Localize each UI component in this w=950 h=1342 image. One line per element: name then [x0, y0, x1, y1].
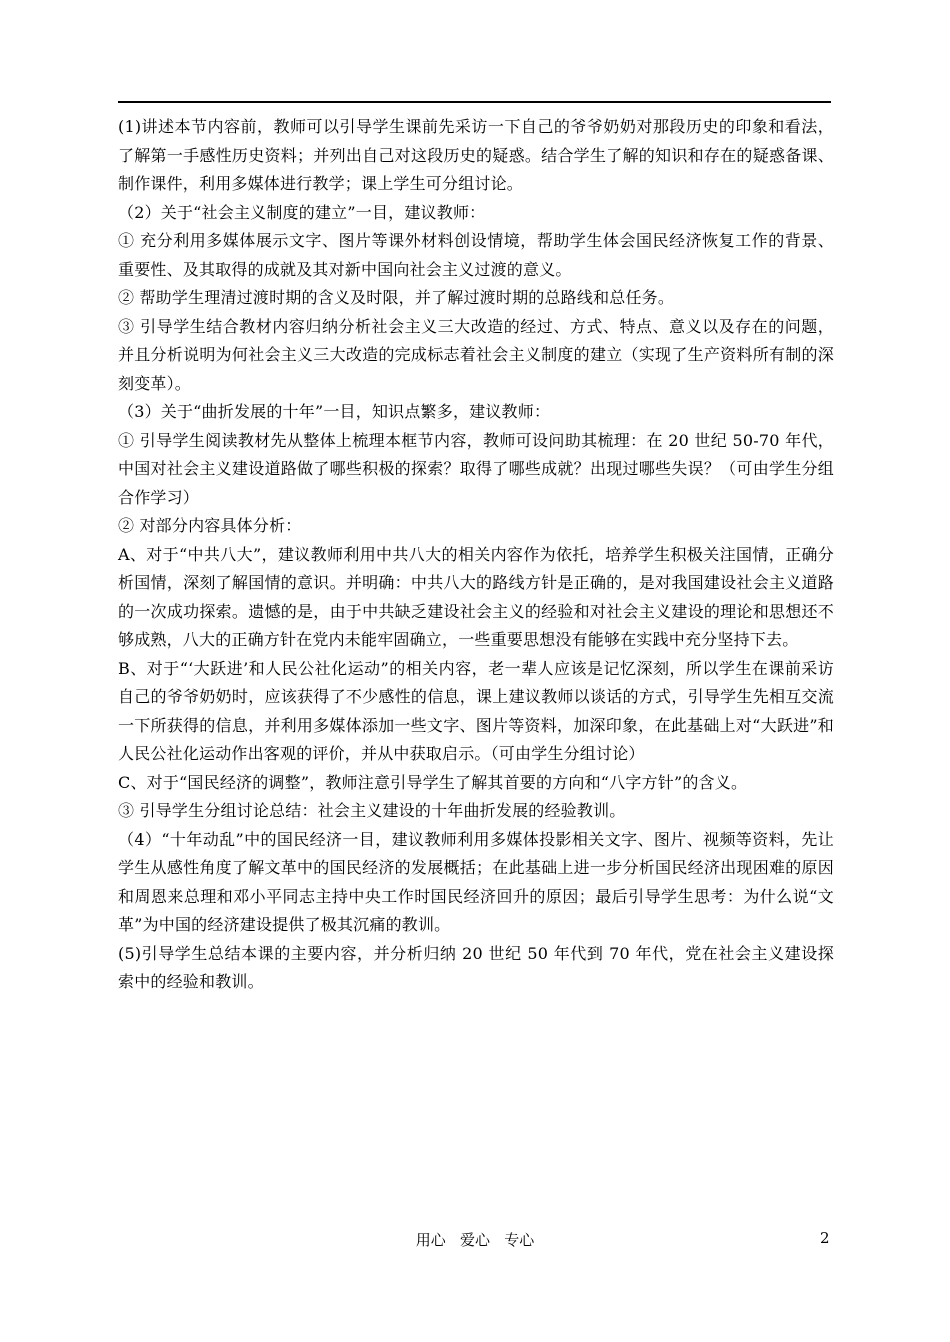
paragraph-4: ② 帮助学生理清过渡时期的含义及时限，并了解过渡时期的总路线和总任务。 — [118, 288, 675, 307]
paragraph-7: ① 引导学生阅读教材先从整体上梳理本框节内容，教师可设问助其梳理：在 20 世纪 50-70 年代，中国对社会主义建设道路做了哪些积极的探索？取得了哪些成就？出现过哪些失误？（可由学生分组合作学习） — [118, 430, 834, 507]
paragraph-14: (5)引导学生总结本课的主要内容，并分析归纳 20 世纪 50 年代到 70 年代，党在社会主义建设探索中的经验和教训。 — [118, 943, 834, 991]
paragraph-13: （4）“十年动乱”中的国民经济一目，建议教师利用多媒体投影相关文字、图片、视频等资料，先让学生从感性角度了解文革中的国民经济的发展概括；在此基础上进一步分析国民经济出现困难的原因和周恩来总理和邓小平同志主持中央工作时国民经济回升的原因；最后引导学生思考：为什么说“文革”为中国的经济建设提供了极其沉痛的教训。 — [118, 829, 834, 934]
header-rule — [118, 101, 831, 103]
paragraph-11: C、对于“国民经济的调整”，教师注意引导学生了解其首要的方向和“八字方针”的含义。 — [118, 772, 748, 792]
paragraph-2: （2）关于“社会主义制度的建立”一目，建议教师： — [118, 202, 486, 222]
page-number: 2 — [820, 1229, 830, 1247]
paragraph-9: A、对于“中共八大”，建议教师利用中共八大的相关内容作为依托，培养学生积极关注国情，正确分析国情，深刻了解国情的意识。并明确：中共八大的路线方针是正确的，是对我国建设社会主义道路的一次成功探索。遗憾的是，由于中共缺乏建设社会主义的经验和对社会主义建设的理论和思想还不够成熟，八大的正确方针在党内未能牢固确立，一些重要思想没有能够在实践中充分坚持下去。 — [118, 544, 834, 649]
paragraph-1: (1)讲述本节内容前，教师可以引导学生课前先采访一下自己的爷爷奶奶对那段历史的印象和看法，了解第一手感性历史资料；并列出自己对这段历史的疑惑。结合学生了解的知识和存在的疑惑备课、制作课件，利用多媒体进行教学；课上学生可分组讨论。 — [118, 117, 834, 193]
paragraph-5: ③ 引导学生结合教材内容归纳分析社会主义三大改造的经过、方式、特点、意义以及存在的问题，并且分析说明为何社会主义三大改造的完成标志着社会主义制度的建立（实现了生产资料所有制的深刻变革）。 — [118, 316, 834, 393]
paragraph-3: ① 充分利用多媒体展示文字、图片等课外材料创设情境，帮助学生体会国民经济恢复工作的背景、重要性、及其取得的成就及其对新中国向社会主义过渡的意义。 — [118, 231, 834, 279]
paragraph-8: ② 对部分内容具体分析： — [118, 516, 302, 535]
document-body — [118, 113, 834, 997]
footer-motto: 用心 爱心 专心 — [415, 1231, 535, 1249]
paragraph-12: ③ 引导学生分组讨论总结：社会主义建设的十年曲折发展的经验教训。 — [118, 801, 626, 820]
paragraph-6: （3）关于“曲折发展的十年”一目，知识点繁多，建议教师： — [118, 402, 551, 421]
paragraph-10: B、对于“‘大跃进’和人民公社化运动”的相关内容，老一辈人应该是记忆深刻，所以学生在课前采访自己的爷爷奶奶时，应该获得了不少感性的信息，课上建议教师以谈话的方式，引导学生先相互交流一下所获得的信息，并利用多媒体添加一些文字、图片等资料，加深印象，在此基础上对“大跃进”和人民公社化运动作出客观的评价，并从中获取启示。（可由学生分组讨论） — [118, 658, 834, 763]
